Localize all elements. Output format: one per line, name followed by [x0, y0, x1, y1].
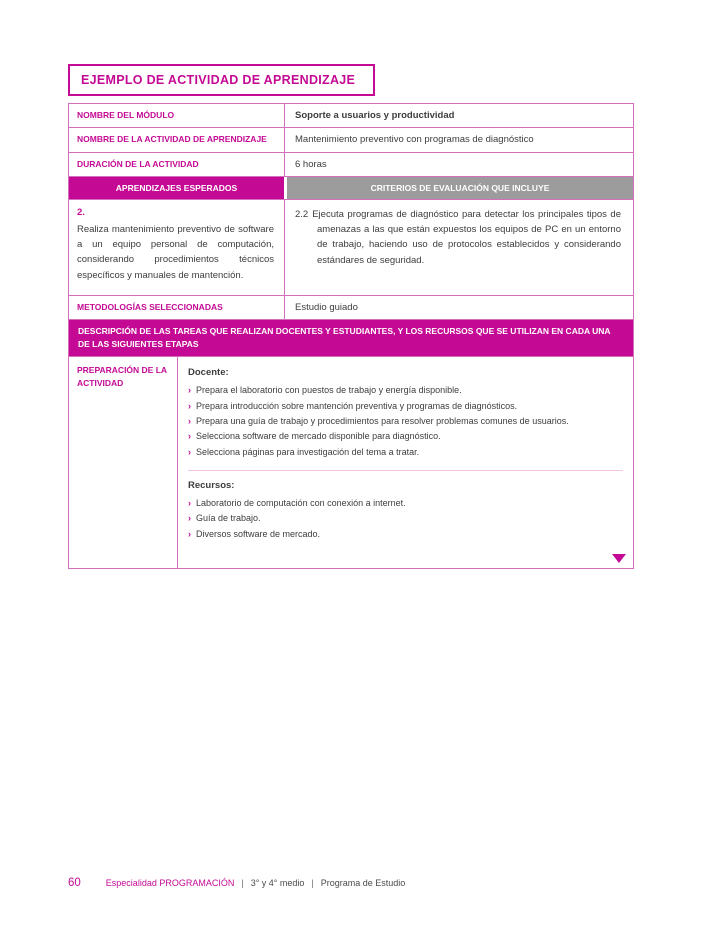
page-title: EJEMPLO DE ACTIVIDAD DE APRENDIZAJE	[68, 64, 375, 96]
page-number: 60	[68, 877, 81, 889]
methodology-value: Estudio guiado	[284, 296, 633, 319]
chevron-bullet-icon: ›	[188, 431, 191, 442]
chevron-bullet-icon: ›	[188, 446, 191, 457]
continuation-arrow-icon	[612, 554, 626, 563]
list-item-text: Selecciona software de mercado disponible para diagnóstico.	[196, 431, 441, 442]
list-item	[188, 527, 623, 542]
list-item	[188, 496, 623, 511]
evaluation-criteria-cell	[284, 200, 633, 295]
activity-name-value: Mantenimiento preventivo con programas de diagnóstico	[284, 128, 633, 151]
activity-name-label: NOMBRE DE LA ACTIVIDAD DE APRENDIZAJE	[77, 134, 267, 145]
list-item	[188, 511, 623, 526]
preparation-label: PREPARACIÓN DE LA ACTIVIDAD	[77, 365, 167, 389]
column-headers-row	[69, 177, 633, 200]
list-item	[188, 429, 623, 444]
duration-label: DURACIÓN DE LA ACTIVIDAD	[77, 158, 199, 169]
footer	[68, 877, 405, 889]
list-item-text: Selecciona páginas para investigación del tema a tratar.	[196, 446, 420, 457]
expected-learning-cell	[69, 200, 284, 295]
learning-number: 2.	[77, 207, 85, 219]
chevron-bullet-icon: ›	[188, 497, 191, 508]
list-item	[188, 445, 623, 460]
module-row	[69, 104, 633, 128]
list-item-text: Diversos software de mercado.	[196, 528, 321, 539]
list-item	[188, 383, 623, 398]
footer-grade: 3° y 4° medio	[250, 878, 305, 888]
duration-row	[69, 153, 633, 177]
chevron-bullet-icon: ›	[188, 416, 191, 427]
methodology-row	[69, 296, 633, 320]
chevron-bullet-icon: ›	[188, 385, 191, 396]
footer-program: Programa de Estudio	[320, 878, 406, 888]
list-item-text: Prepara introducción sobre mantención preventiva y programas de diagnósticos.	[196, 400, 518, 411]
chevron-bullet-icon: ›	[188, 400, 191, 411]
chevron-bullet-icon: ›	[188, 528, 191, 539]
list-item	[188, 414, 623, 429]
evaluation-criteria-header: CRITERIOS DE EVALUACIÓN QUE INCLUYE	[284, 177, 633, 199]
preparation-content	[177, 357, 633, 567]
chevron-bullet-icon: ›	[188, 513, 191, 524]
activity-table	[68, 103, 634, 569]
list-item-text: Prepara el laboratorio con puestos de trabajo y energía disponible.	[196, 385, 462, 396]
list-item-text: Guía de trabajo.	[196, 513, 261, 524]
criteria-paragraph	[295, 207, 621, 268]
methodology-label: METODOLOGÍAS SELECCIONADAS	[77, 301, 223, 312]
list-item	[188, 399, 623, 414]
recursos-heading: Recursos:	[188, 479, 235, 491]
module-label: NOMBRE DEL MÓDULO	[77, 110, 175, 120]
footer-specialty: Especialidad PROGRAMACIÓN	[105, 878, 235, 888]
learning-criteria-row	[69, 200, 633, 296]
criteria-text: Ejecuta programas de diagnóstico para detectar los principales tipos de amenazas a las que están expuestos los equipos de PC en un entorno de trabajo, haciendo uso de protocolos establecidos y considerando estándares de seguridad.	[312, 209, 621, 266]
docente-heading: Docente:	[188, 367, 229, 379]
description-band-row	[69, 320, 633, 357]
recursos-section	[188, 470, 623, 542]
list-item-text: Laboratorio de computación con conexión a internet.	[196, 497, 406, 508]
activity-name-row	[69, 128, 633, 152]
page	[68, 64, 634, 569]
module-value: Soporte a usuarios y productividad	[284, 104, 633, 127]
expected-learning-header: APRENDIZAJES ESPERADOS	[69, 177, 284, 199]
learning-text: Realiza mantenimiento preventivo de software a un equipo personal de computación, considerando procedimientos técnicos específicos y manuales de mantención.	[77, 224, 274, 281]
list-item-text: Prepara una guía de trabajo y procedimientos para resolver problemas comunes de usuarios.	[196, 416, 569, 427]
footer-separator: |	[241, 878, 244, 888]
preparation-row	[69, 357, 633, 567]
description-band: DESCRIPCIÓN DE LAS TAREAS QUE REALIZAN DOCENTES Y ESTUDIANTES, Y LOS RECURSOS QUE SE UTILIZAN EN CADA UNA DE LAS SIGUIENTES ETAPAS	[69, 320, 633, 356]
docente-list	[188, 383, 623, 459]
duration-value: 6 horas	[284, 153, 633, 176]
footer-separator: |	[311, 878, 314, 888]
recursos-list	[188, 496, 623, 542]
criteria-number: 2.2	[295, 209, 309, 221]
